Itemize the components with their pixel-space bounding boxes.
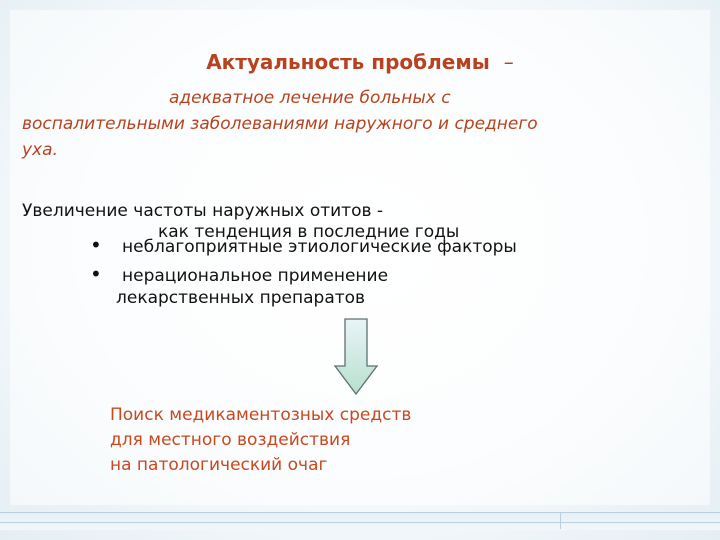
title-dash: – [503, 50, 514, 74]
subtitle-line-3: уха. [22, 140, 58, 160]
bullet-text: нерациональное применение [122, 266, 389, 286]
bullet-text: неблагоприятные этиологические факторы [122, 237, 517, 257]
conclusion-line: для местного воздействия [110, 430, 351, 450]
down-arrow-icon [333, 318, 379, 396]
bullet-icon: • [90, 233, 102, 257]
footer-divider [0, 512, 720, 513]
bullet-item [90, 262, 388, 286]
subtitle [22, 85, 682, 163]
conclusion-line: на патологический очаг [110, 455, 328, 475]
bullet-continuation: лекарственных препаратов [116, 288, 366, 308]
footer-divider [560, 513, 561, 529]
footer-divider [0, 522, 720, 523]
conclusion-line: Поиск медикаментозных средств [110, 405, 412, 425]
page-title [0, 49, 720, 75]
overlapping-text: как тенденция в последние годы [158, 222, 460, 242]
bullet-icon: • [90, 262, 102, 286]
footer-bar [0, 512, 720, 530]
section-heading: Увеличение частоты наружных отитов - [22, 201, 384, 221]
subtitle-line-2: воспалительными заболеваниями наружного и среднего [22, 114, 538, 134]
conclusion-text [110, 403, 411, 478]
subtitle-line-1: адекватное лечение больных с [169, 88, 451, 108]
bullet-item [90, 233, 517, 257]
title-main: Актуальность проблемы [206, 50, 490, 74]
